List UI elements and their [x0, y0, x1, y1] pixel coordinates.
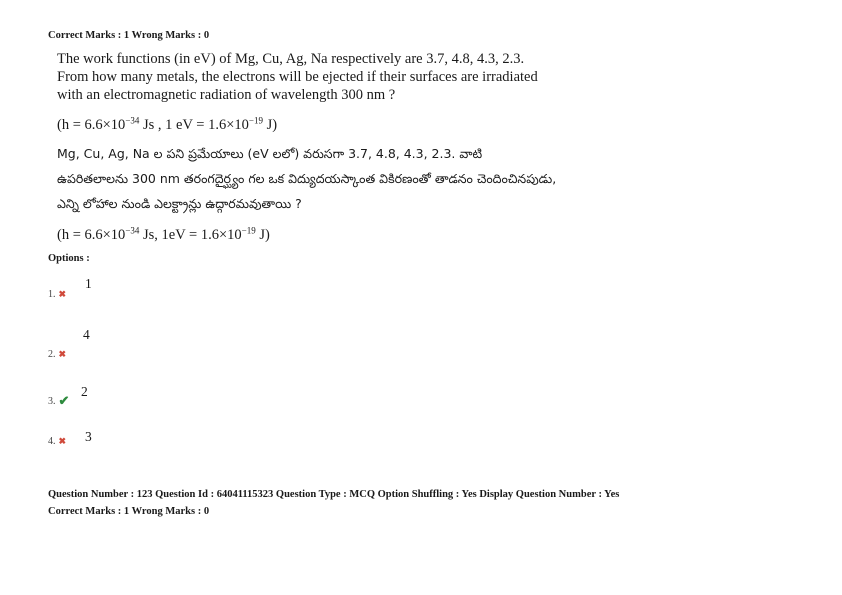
question-en-line1: The work functions (in eV) of Mg, Cu, Ag, Na respectively are 3.7, 4.8, 4.3, 2.3. — [57, 51, 525, 67]
option-4-value: 3 — [85, 429, 92, 444]
question-en-line2: From how many metals, the electrons will be ejected if their surfaces are irradiated — [57, 69, 538, 85]
cross-icon: ✖ — [58, 349, 67, 359]
options-label: Options : — [48, 253, 90, 264]
option-4[interactable] — [48, 436, 66, 447]
question-te-line3: ఎన్ని లోహాల నుండి ఎలక్ట్రాన్లు ఉద్గారమవుతాయి ? — [57, 196, 302, 211]
given-mid: Js , 1 eV = 1.6×10 — [139, 117, 249, 133]
question-info: Question Number : 123 Question Id : 64041115323 Question Type : MCQ Option Shuffling : Yes Display Question Number : Yes — [48, 489, 620, 500]
question-en-given — [57, 117, 277, 134]
question-te-given — [57, 227, 270, 244]
check-icon: ✔ — [58, 393, 70, 408]
option-2-number: 2. — [48, 349, 56, 360]
te-given-mid: Js, 1eV = 1.6×10 — [139, 227, 242, 243]
given-ev-exp: −19 — [248, 115, 263, 126]
option-1-number: 1. — [48, 289, 56, 300]
option-3[interactable] — [48, 393, 69, 409]
question-te-line1: Mg, Cu, Ag, Na ల పని ప్రమేయాలు (eV లలో) వరుసగా 3.7, 4.8, 4.3, 2.3. వాటి — [57, 146, 483, 161]
option-3-number: 3. — [48, 395, 56, 407]
option-1[interactable] — [48, 289, 66, 300]
top-marks: Correct Marks : 1 Wrong Marks : 0 — [48, 30, 210, 41]
given-tail: J) — [262, 117, 278, 133]
option-4-number: 4. — [48, 436, 56, 447]
te-given-tail: J) — [255, 227, 270, 243]
te-given-h-exp: −34 — [125, 225, 140, 236]
option-2-value: 4 — [83, 327, 90, 342]
given-h: (h = 6.6×10 — [57, 117, 126, 133]
question-te-line2: ఉపరితలాలను 300 nm తరంగదైర్ఘ్యం గల ఒక విద్యుదయస్కాంత వికిరణంతో తాడనం చెందించినపుడు, — [57, 171, 557, 186]
question-en-line3: with an electromagnetic radiation of wavelength 300 nm ? — [57, 87, 396, 103]
option-3-value: 2 — [81, 384, 88, 399]
given-h-exp: −34 — [125, 115, 140, 126]
cross-icon: ✖ — [58, 289, 67, 299]
option-2[interactable] — [48, 349, 66, 360]
cross-icon: ✖ — [58, 436, 67, 446]
option-1-value: 1 — [85, 276, 92, 291]
te-given-h: (h = 6.6×10 — [57, 227, 126, 243]
te-given-ev-exp: −19 — [241, 225, 256, 236]
footer-marks: Correct Marks : 1 Wrong Marks : 0 — [48, 506, 210, 517]
